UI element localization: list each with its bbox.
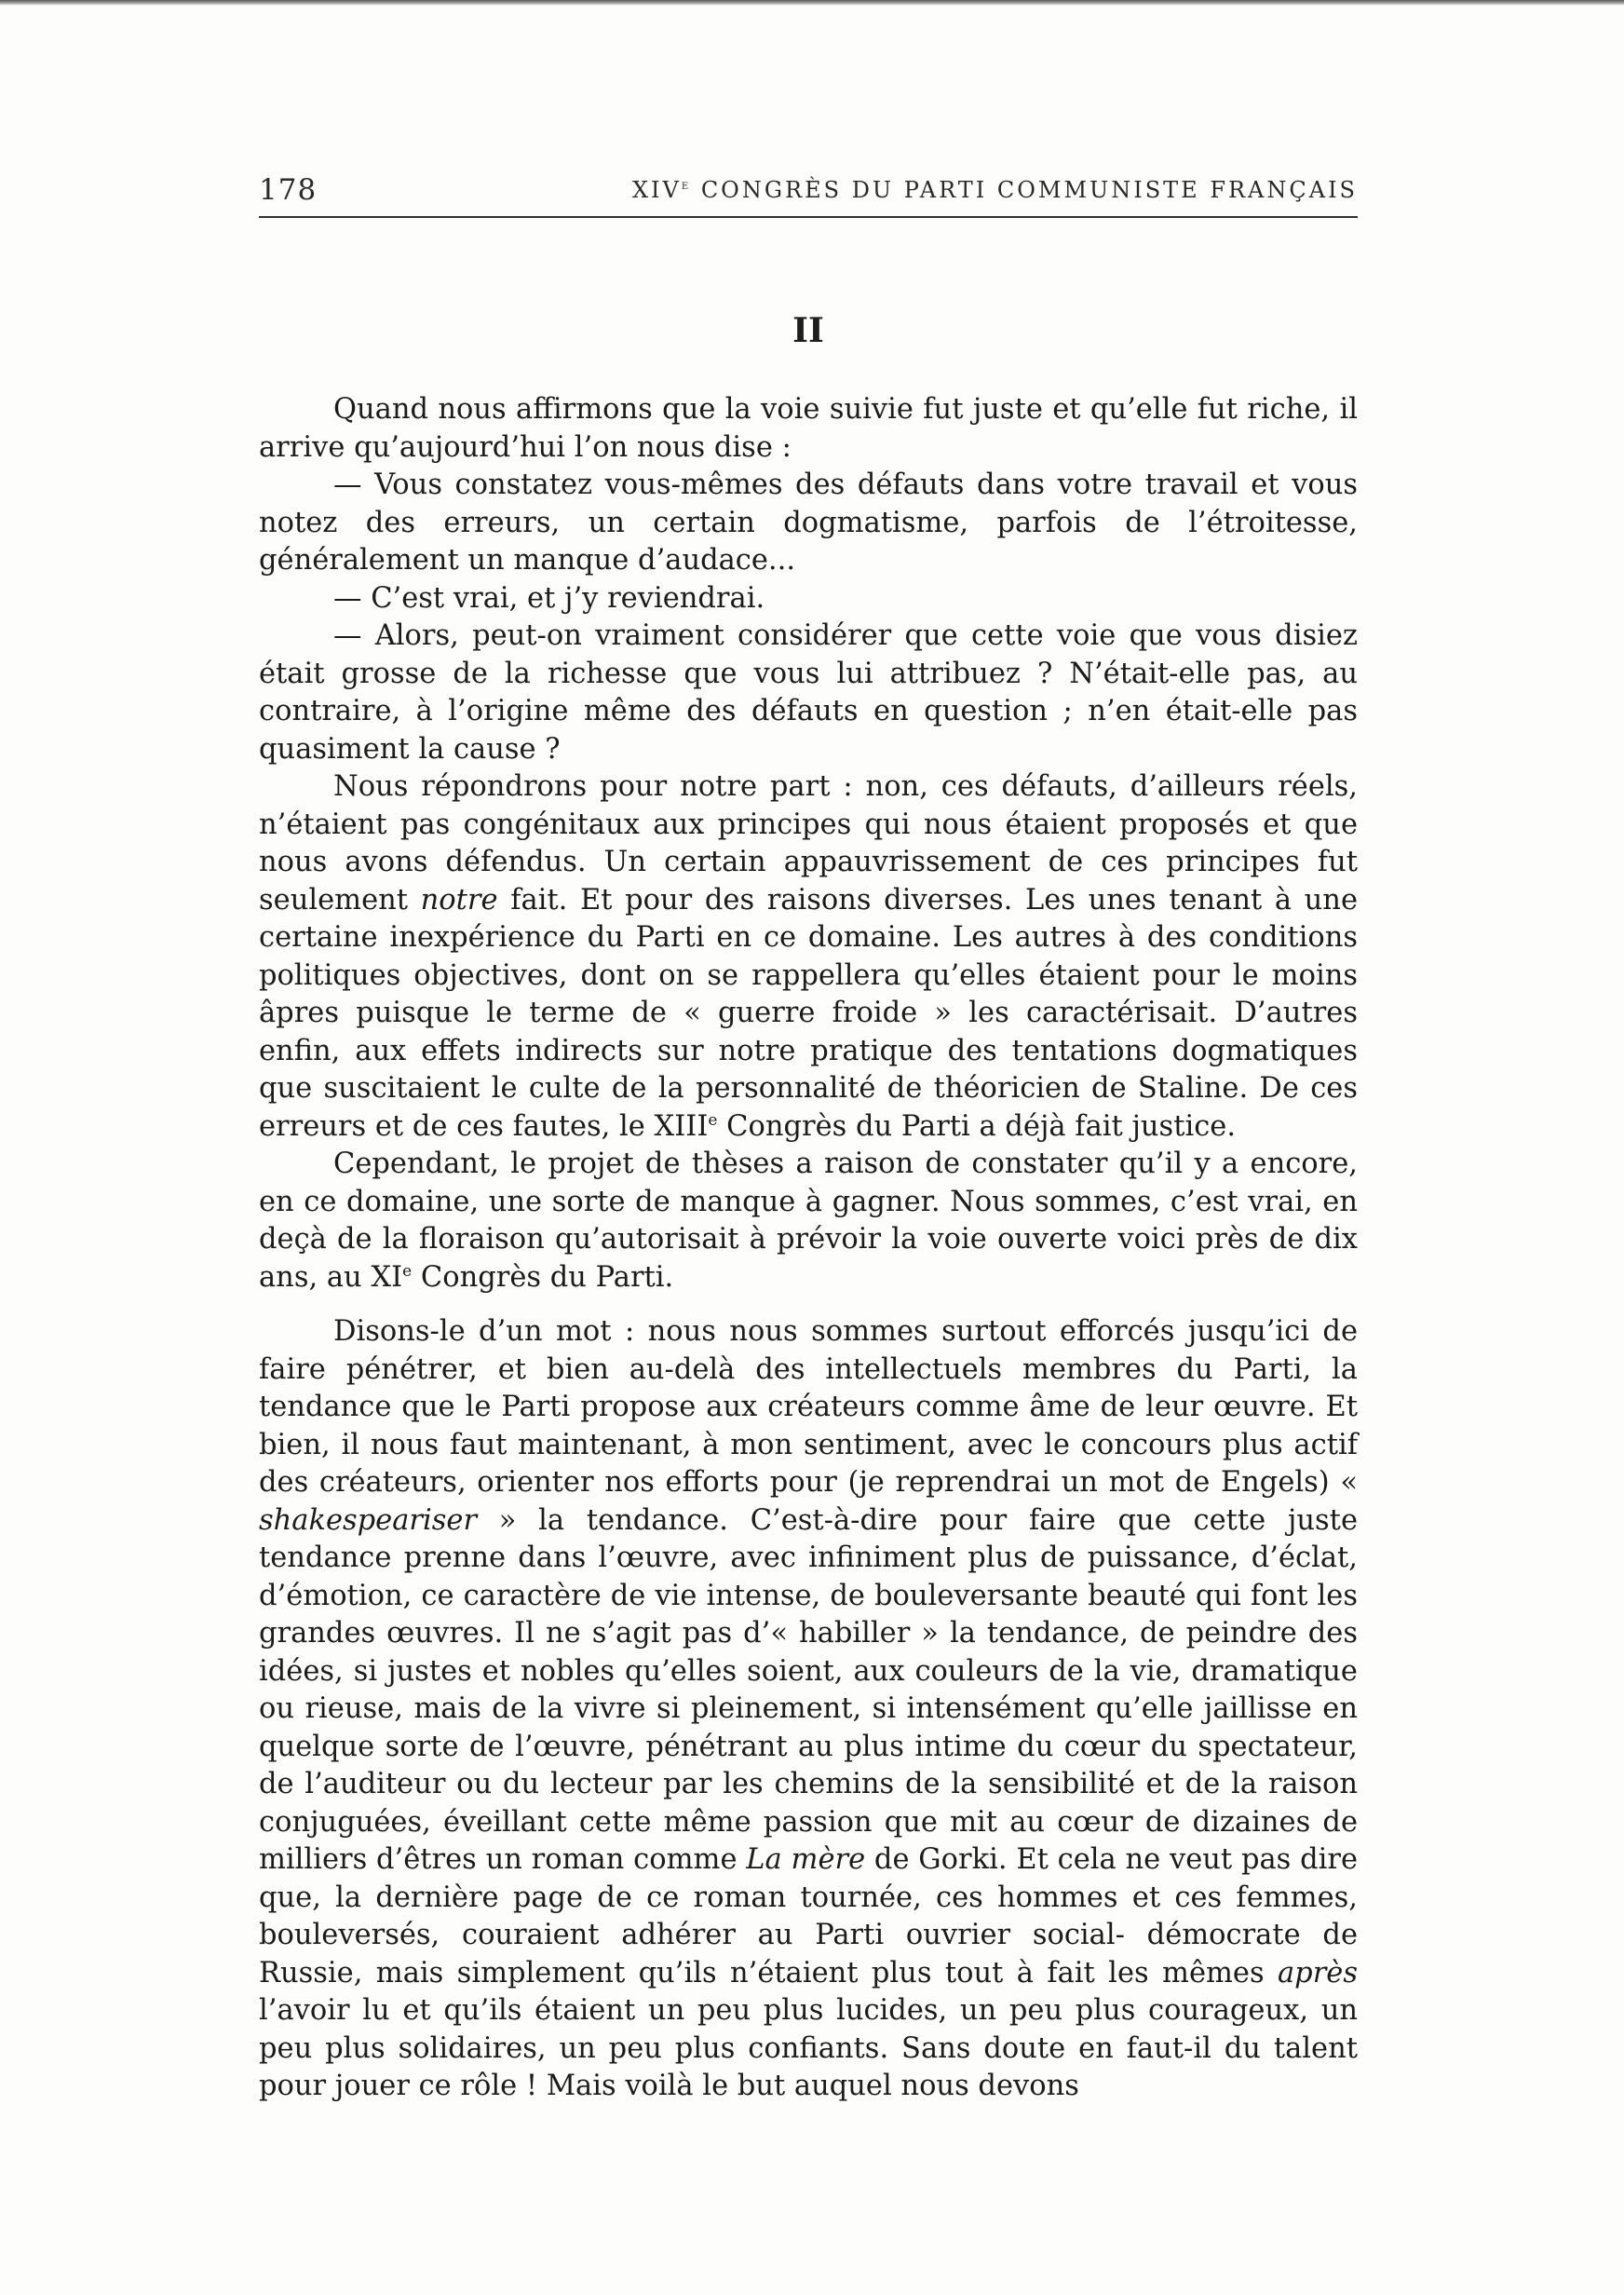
paragraph-5-emphasis: notre xyxy=(420,883,498,917)
paragraph-5-ordinal: e xyxy=(708,1110,718,1130)
paragraph-6-part-b: Congrès du Parti. xyxy=(412,1260,674,1294)
paragraph-7-part-a: Disons-le d’un mot : nous nous sommes surtout efforcés jusqu’ici de faire pénétrer, et bien au-delà des intellectuels membres du Parti, la tendance que le Parti propose aux créateurs comme âme de leur œuvre. Et bien, il nous faut maintenant, à mon sentiment, avec le concours plus actif des créateurs, orienter nos efforts pour (je reprendrai un mot de Engels) « xyxy=(259,1315,1358,1499)
paragraph-7-part-b: » la tendance. C’est-à-dire pour faire que cette juste tendance prenne dans l’œuvre, avec infiniment plus de puissance, d’éclat, d’émotion, ce caractère de vie intense, de bouleversante beauté qui font les grandes œuvres. Il ne s’agit pas d’« habiller » la tendance, de peindre des idées, si justes et nobles qu’elles soient, aux couleurs de la vie, dramatique ou rieuse, mais de la vivre si pleinement, si intensément qu’elle jaillisse en quelque sorte de l’œuvre, pénétrant au plus intime du cœur du spectateur, de l’auditeur ou du lecteur par les chemins de la sensibilité et de la raison conjuguées, éveillant cette même passion que mit au cœur de dizaines de milliers d’êtres un roman comme xyxy=(259,1503,1358,1876)
body-text xyxy=(259,391,1358,2106)
page-number: 178 xyxy=(259,173,318,207)
paragraph-7-emphasis-3: après xyxy=(1278,1956,1358,1989)
paragraph-5-part-b: fait. Et pour des raisons diverses. Les unes tenant à une certaine inexpérience du Parti en ce domaine. Les autres à des conditions politiques objectives, dont on se rappellera qu’elles étaient pour le moins âpres puisque le terme de « guerre froide » les caractérisait. D’autres enfin, aux effets indirects sur notre pratique des tentations dogmatiques que suscitaient le culte de la personnalité de théoricien de Staline. De ces erreurs et de ces fautes, le XIII xyxy=(259,883,1358,1143)
paragraph-7-part-c: de Gorki. Et cela ne veut pas dire que, la dernière page de ce roman tournée, ces hommes et ces femmes, bouleversés, couraient adhérer au Parti ouvrier social- démocrate de Russie, mais simplement qu’ils n’étaient plus tout à fait les mêmes xyxy=(259,1843,1359,1989)
paragraph-5-part-a: Nous répondrons pour notre part : non, ces défauts, d’ailleurs réels, n’étaient pas congénitaux aux principes qui nous étaient proposés et que nous avons défendus. Un certain appauvrissement de ces principes fut seulement xyxy=(259,770,1358,917)
paragraph-6 xyxy=(259,1146,1358,1297)
paragraph-6-part-a: Cependant, le projet de thèses a raison de constater qu’il y a encore, en ce domaine, une sorte de manque à gagner. Nous sommes, c’est vrai, en deçà de la floraison qu’autorisait à prévoir la voie ouverte voici près de dix ans, au XI xyxy=(259,1148,1358,1294)
paragraph-2: — Vous constatez vous-mêmes des défauts dans votre travail et vous notez des erreurs, un certain dogmatisme, parfois de l’étroitesse, généralement un manque d’audace... xyxy=(259,469,1358,577)
paragraph-7-emphasis-2: La mère xyxy=(746,1843,866,1876)
scan-edge xyxy=(0,0,1624,6)
paragraph-3: — C’est vrai, et j’y reviendrai. xyxy=(333,581,765,615)
paragraph-7 xyxy=(259,1313,1358,2106)
paragraph-1: Quand nous affirmons que la voie suivie fut juste et qu’elle fut riche, il arrive qu’aujourd’hui l’on nous dise : xyxy=(259,393,1358,464)
running-head xyxy=(259,164,1358,218)
running-title-prefix: XIV xyxy=(631,177,682,203)
paragraph-5 xyxy=(259,768,1358,1146)
paragraph-4: — Alors, peut-on vraiment considérer que cette voie que vous disiez était grosse de la richesse que vous lui attribuez ? N’était-elle pas, au contraire, à l’origine même des défauts en question ; n’en était-elle pas quasiment la cause ? xyxy=(259,619,1358,766)
paragraph-7-emphasis-1: shakespeariser xyxy=(259,1503,478,1537)
paragraph-7-part-d: l’avoir lu et qu’ils étaient un peu plus lucides, un peu plus courageux, un peu plus solidaires, un peu plus confiants. Sans doute en faut-il du talent pour jouer ce rôle ! Mais voilà le but auquel nous devons xyxy=(259,1994,1358,2102)
running-title-suffix: CONGRÈS DU PARTI COMMUNISTE FRANÇAIS xyxy=(691,177,1358,203)
running-title-ordinal: e xyxy=(681,178,692,193)
running-title xyxy=(632,177,1358,203)
paragraph-6-ordinal: e xyxy=(402,1261,413,1281)
paragraph-5-part-c: Congrès du Parti a déjà fait justice. xyxy=(717,1109,1237,1143)
section-heading: II xyxy=(792,311,824,350)
